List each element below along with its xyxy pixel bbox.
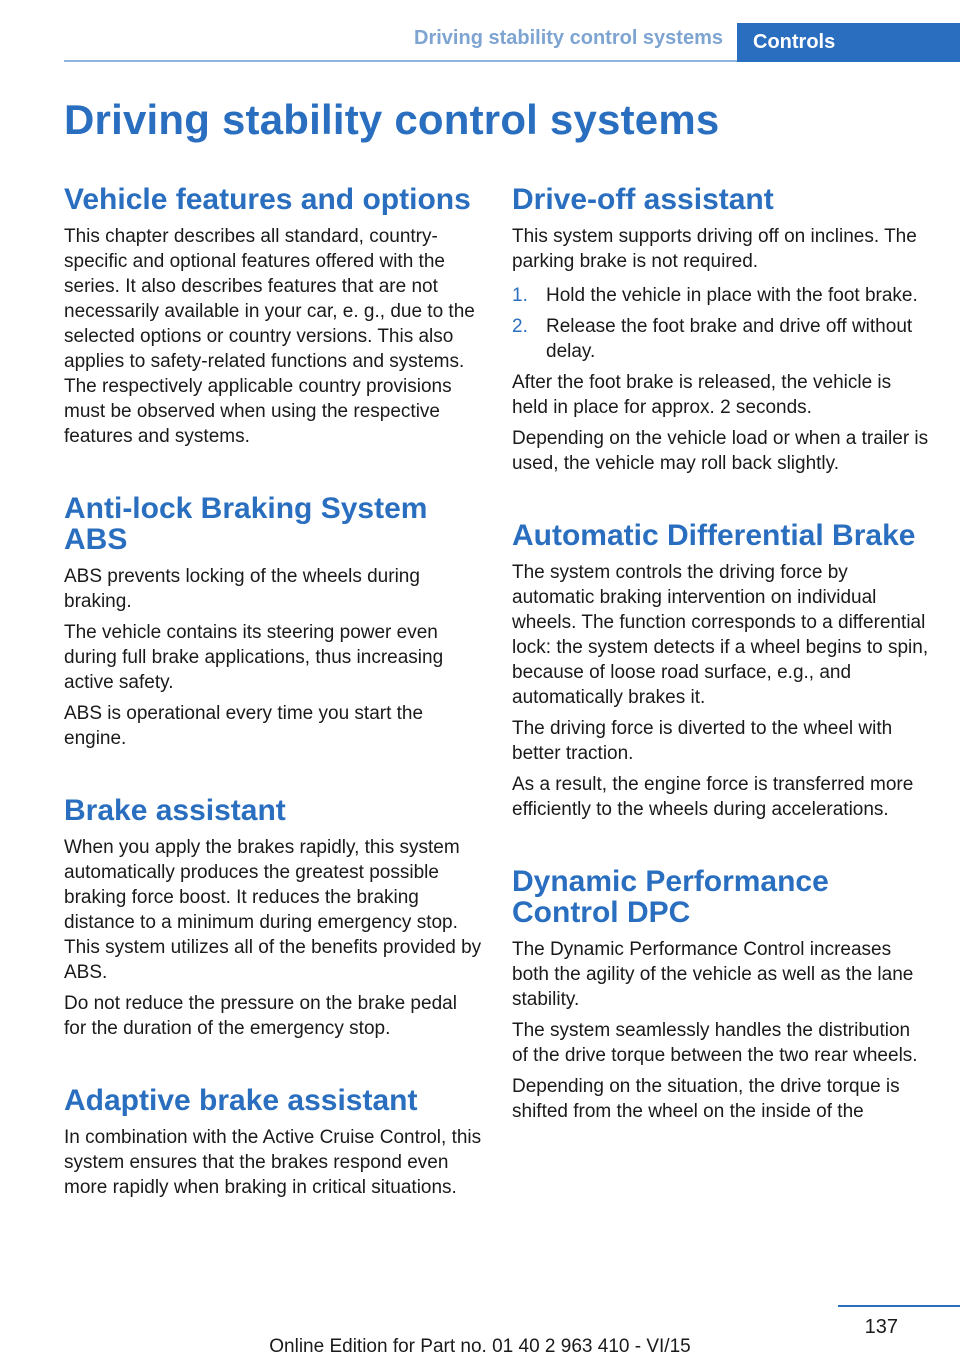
section-drive-off-assistant: [512, 184, 930, 476]
paragraph: The vehicle contains its steering power even during full brake applications, thus increasing active safety.: [64, 622, 444, 693]
paragraph: The system controls the driving force by automatic braking intervention on individual wheels. The function corresponds to a differential lock: the system detects if a wheel begins to spin, because of loose road surface, e.g., and automatically brakes it.: [512, 562, 929, 708]
section-heading: Anti-lock Braking System ABS: [64, 492, 428, 556]
section-abs: [64, 493, 482, 751]
right-column: [512, 184, 930, 1124]
step-list: [512, 283, 930, 364]
section-heading: Dynamic Performance Control DPC: [512, 865, 829, 929]
paragraph: When you apply the brakes rapidly, this system automatically produces the greatest possible braking force boost. It reduces the braking distance to a minimum during emergency stop. This system utilizes all of the benefits provided by ABS.: [64, 837, 482, 983]
left-column: [64, 184, 482, 1200]
paragraph: In combination with the Active Cruise Control, this system ensures that the brakes respond even more rapidly when braking in critical situations.: [64, 1127, 482, 1198]
paragraph: ABS prevents locking of the wheels during braking.: [64, 566, 420, 612]
section-automatic-differential-brake: [512, 520, 930, 822]
section-vehicle-features: [64, 184, 482, 449]
page-title: Driving stability control systems: [64, 96, 720, 143]
page-number: 137: [864, 1316, 898, 1338]
paragraph: The Dynamic Performance Control increases both the agility of the vehicle as well as the lane stability.: [512, 939, 914, 1010]
section-heading: Vehicle features and options: [64, 183, 471, 216]
section-heading: Brake assistant: [64, 794, 286, 827]
footer-edition-text: Online Edition for Part no. 01 40 2 963 410 - VI/15: [269, 1336, 691, 1357]
step-number: 1.: [512, 285, 528, 306]
paragraph: The driving force is diverted to the wheel with better traction.: [512, 718, 893, 764]
step-number: 2.: [512, 316, 528, 337]
header-chapter-label: Controls: [753, 31, 836, 53]
list-item: [512, 314, 930, 364]
section-heading: Adaptive brake assistant: [64, 1084, 418, 1117]
step-text: Hold the vehicle in place with the foot brake.: [546, 285, 918, 306]
paragraph: As a result, the engine force is transferred more efficiently to the wheels during accelerations.: [512, 774, 914, 820]
paragraph: The system seamlessly handles the distribution of the drive torque between the two rear wheels.: [512, 1020, 918, 1066]
header-section-title: Driving stability control systems: [414, 27, 723, 49]
paragraph: Depending on the vehicle load or when a trailer is used, the vehicle may roll back slightly.: [512, 428, 929, 474]
paragraph: Depending on the situation, the drive torque is shifted from the wheel on the inside of the: [512, 1076, 900, 1122]
paragraph: This system supports driving off on inclines. The parking brake is not required.: [512, 226, 917, 272]
section-brake-assistant: [64, 795, 482, 1041]
list-item: [512, 283, 930, 308]
paragraph: Do not reduce the pressure on the brake pedal for the duration of the emergency stop.: [64, 993, 457, 1039]
footer-rule: [838, 1305, 960, 1307]
paragraph: ABS is operational every time you start the engine.: [64, 703, 424, 749]
section-heading: Automatic Differential Brake: [512, 519, 916, 552]
section-adaptive-brake-assistant: [64, 1085, 482, 1200]
step-text: Release the foot brake and drive off without delay.: [546, 316, 913, 362]
paragraph: After the foot brake is released, the vehicle is held in place for approx. 2 seconds.: [512, 372, 892, 418]
paragraph: This chapter describes all standard, country-specific and optional features offered with the series. It also describes features that are not necessarily available in your car, e. g., due to the selected options or country versions. This also applies to safety-related functions and systems. The respectively applicable country provisions must be observed when using the respective features and systems.: [64, 226, 475, 447]
section-dynamic-performance-control: [512, 866, 930, 1124]
section-heading: Drive-off assistant: [512, 183, 774, 216]
header-chapter-tab: [737, 23, 960, 62]
